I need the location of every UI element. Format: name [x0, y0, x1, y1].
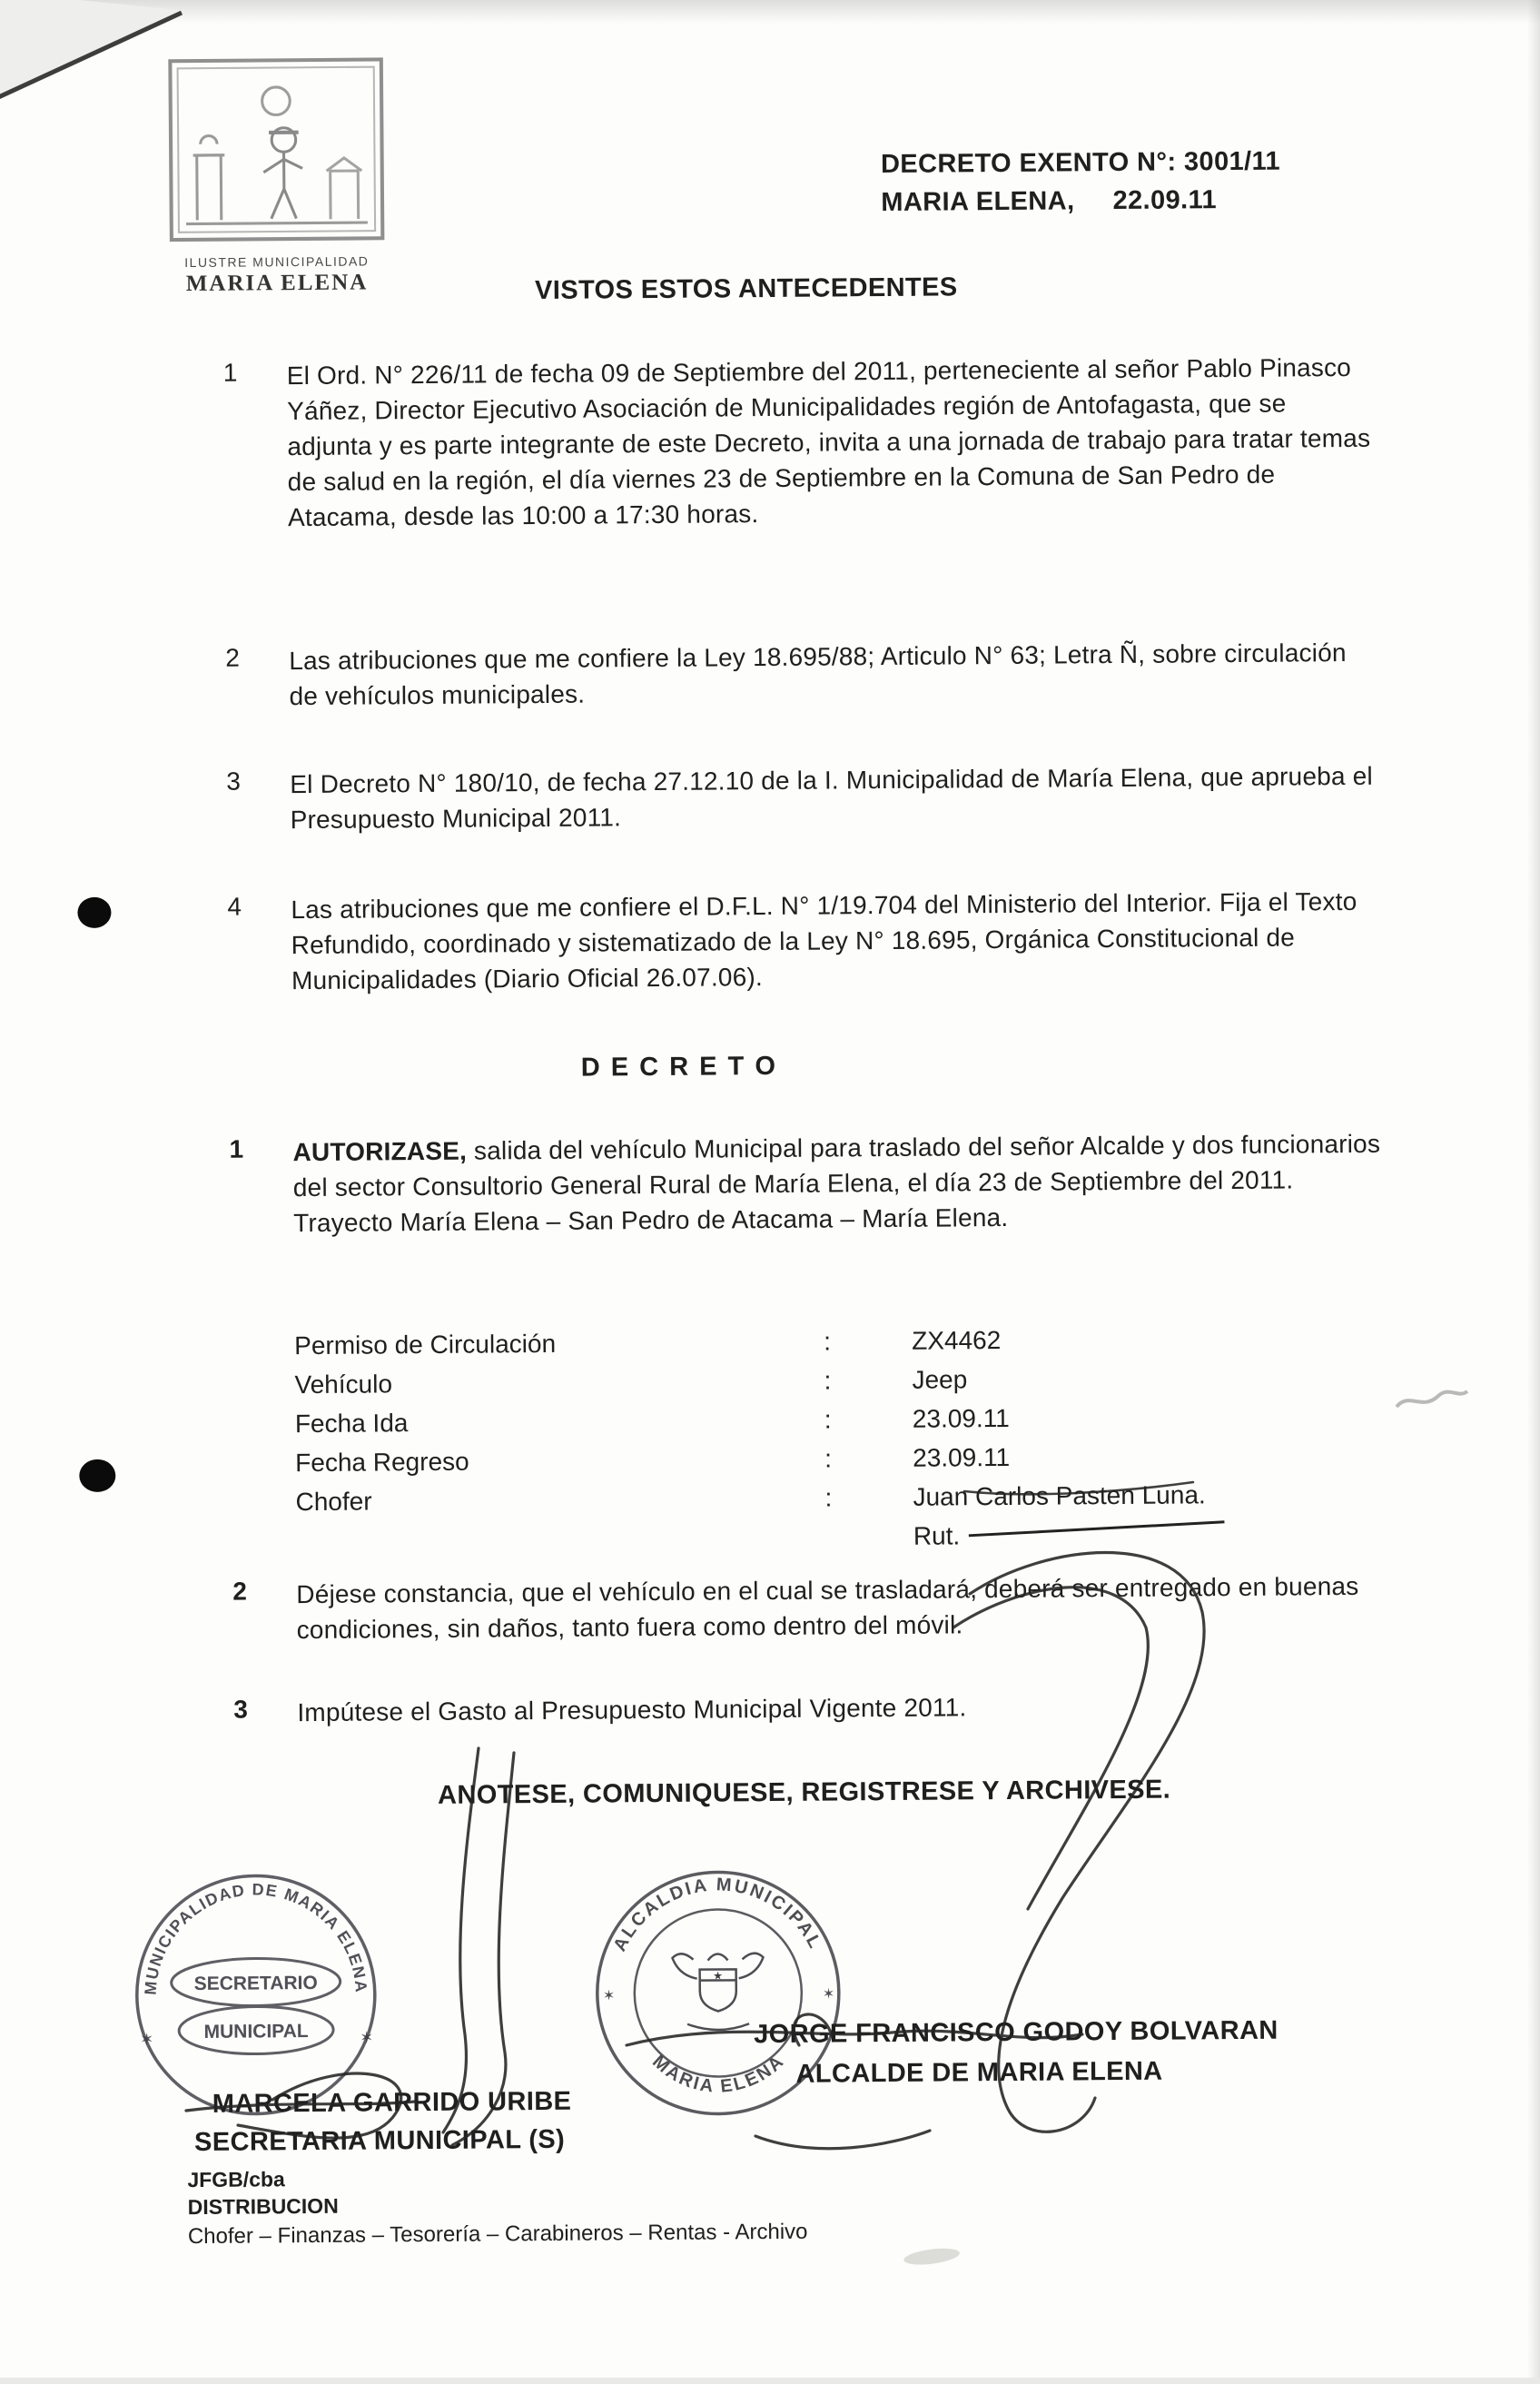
decreto-item: [229, 1126, 1381, 1241]
row-label: Vehículo: [294, 1370, 393, 1400]
mayor-name: JORGE FRANCISCO GODOY BOLVARAN: [754, 2015, 1278, 2050]
item-text: El Decreto N° 180/10, de fecha 27.12.10 de la I. Municipalidad de María Elena, que aprueba el Presupuesto Municipal 2011.: [290, 761, 1374, 835]
mayor-title: ALCALDE DE MARIA ELENA: [795, 2056, 1163, 2089]
mayor-stamp: [571, 1841, 866, 2140]
seal-caption-top: ILUSTRE MUNICIPALIDAD: [184, 253, 370, 271]
item-number: 2: [225, 643, 240, 672]
drafting-initials: JFGB/cba: [187, 2167, 285, 2192]
item-number: 1: [229, 1134, 244, 1163]
item-text: Las atribuciones que me confiere la Ley 18.695/88; Articulo N° 63; Letra Ñ, sobre circulación de vehículos municipales.: [289, 638, 1347, 711]
distribution-label: DISTRIBUCION: [187, 2193, 339, 2220]
item-number: 3: [226, 767, 242, 796]
item-text: Déjese constancia, que el vehículo en el cual se trasladará, deberá ser entregado en buenas condiciones, sin daños, tanto fuera como dentro del móvil.: [296, 1571, 1359, 1645]
row-separator: :: [824, 1405, 832, 1434]
decreto-item: [233, 1687, 1385, 1731]
stamp-ring-top: ALCALDIA MUNICIPAL: [609, 1875, 826, 1955]
coat-of-arms-icon: [672, 1954, 764, 2031]
vehicle-table: [294, 1324, 1225, 1566]
item-number: 3: [233, 1695, 249, 1724]
row-value: 23.09.11: [912, 1403, 1010, 1433]
item-lead: AUTORIZASE,: [292, 1136, 468, 1167]
stamp-ring-text: MUNICIPALIDAD DE MARIA ELENA: [141, 1880, 370, 1996]
stamp-inner-line2: MUNICIPAL: [203, 2021, 309, 2043]
item-number: 2: [232, 1577, 248, 1606]
antecedente-item: [223, 350, 1376, 536]
row-separator: [825, 1522, 913, 1523]
decreto-heading: D E C R E T O: [580, 1051, 778, 1083]
item-number: 1: [222, 358, 238, 387]
row-value: Juan Carlos Pasten Luna.: [913, 1480, 1206, 1511]
decree-number: DECRETO EXENTO N°: 3001/11: [880, 146, 1281, 180]
stamp-ring-bottom: MARIA ELENA: [648, 2051, 789, 2097]
decree-date: 22.09.11: [1112, 185, 1218, 216]
municipal-seal-logo: [164, 54, 389, 245]
row-value: [913, 1519, 1226, 1551]
stamp-inner-line1: SECRETARIO: [193, 1972, 318, 1995]
seal-caption-main: MARIA ELENA: [185, 270, 369, 297]
row-label: Permiso de Circulación: [294, 1329, 557, 1360]
row-separator: :: [824, 1444, 833, 1473]
ink-dot: [77, 897, 111, 928]
antecedente-item: [227, 884, 1379, 999]
item-number: 4: [227, 892, 242, 921]
item-text: [292, 1126, 1381, 1241]
row-separator: :: [824, 1327, 832, 1356]
item-text: El Ord. N° 226/11 de fecha 09 de Septiembre del 2011, perteneciente al señor Pablo Pinasco Yáñez, Director Ejecutivo Asociación de Municipalidades región de Antofagasta, que se adjunta y es parte integrante de este Decreto, invita a una jornada de trabajo para tratar temas de salud en la región, el día viernes 23 de Septiembre en la Comuna de San Pedro de Atacama, desde las 10:00 a 17:30 horas.: [286, 352, 1371, 532]
item-body: salida del vehículo Municipal para traslado del señor Alcalde y dos funcionarios del sector Consultorio General Rural de María Elena, el día 23 de Septiembre del 2011. Trayecto María Elena – San Pedro de Atacama – María Elena.: [292, 1129, 1381, 1238]
rut-blank-line: [969, 1520, 1225, 1537]
row-label: Fecha Regreso: [295, 1447, 469, 1478]
item-text: Las atribuciones que me confiere el D.F.L. N° 1/19.704 del Ministerio del Interior. Fija el Texto Refundido, coordinado y sistematizado de la Ley N° 18.695, Orgánica Constitucional de Municipalidades (Diario Oficial 26.07.06).: [291, 886, 1357, 995]
rut-label: Rut.: [913, 1521, 961, 1550]
decree-place: MARIA ELENA,: [881, 186, 1075, 218]
row-label: Chofer: [295, 1487, 372, 1517]
row-value: Jeep: [912, 1365, 968, 1394]
row-label: Fecha Ida: [294, 1409, 409, 1439]
ink-dot: [79, 1459, 115, 1492]
secretary-title: SECRETARIA MUNICIPAL (S): [193, 2124, 566, 2158]
star-icon: ✶: [140, 2030, 154, 2049]
row-value: 23.09.11: [913, 1442, 1011, 1472]
row-separator: :: [824, 1483, 833, 1512]
antecedente-item: [225, 635, 1377, 715]
distribution-list: Chofer – Finanzas – Tesorería – Carabineros – Rentas - Archivo: [187, 2219, 808, 2250]
antecedente-item: [226, 758, 1378, 838]
scan-smudge: [903, 2246, 961, 2268]
star-icon: ✶: [360, 2028, 374, 2047]
table-row: [296, 1519, 1226, 1566]
star-icon: ✶: [822, 1986, 835, 2003]
row-value: ZX4462: [912, 1326, 1002, 1355]
closing-formula: ANOTESE, COMUNIQUESE, REGISTRESE Y ARCHIVESE.: [437, 1775, 1171, 1810]
secretary-name: MARCELA GARRIDO URIBE: [212, 2086, 572, 2119]
decreto-item: [232, 1568, 1385, 1648]
row-separator: :: [824, 1366, 832, 1395]
shield-star-icon: ★: [713, 1969, 724, 1983]
item-text: Impútese el Gasto al Presupuesto Municipal Vigente 2011.: [297, 1693, 967, 1727]
star-icon: ✶: [602, 1988, 616, 2004]
section-title-vistos: VISTOS ESTOS ANTECEDENTES: [534, 272, 958, 306]
